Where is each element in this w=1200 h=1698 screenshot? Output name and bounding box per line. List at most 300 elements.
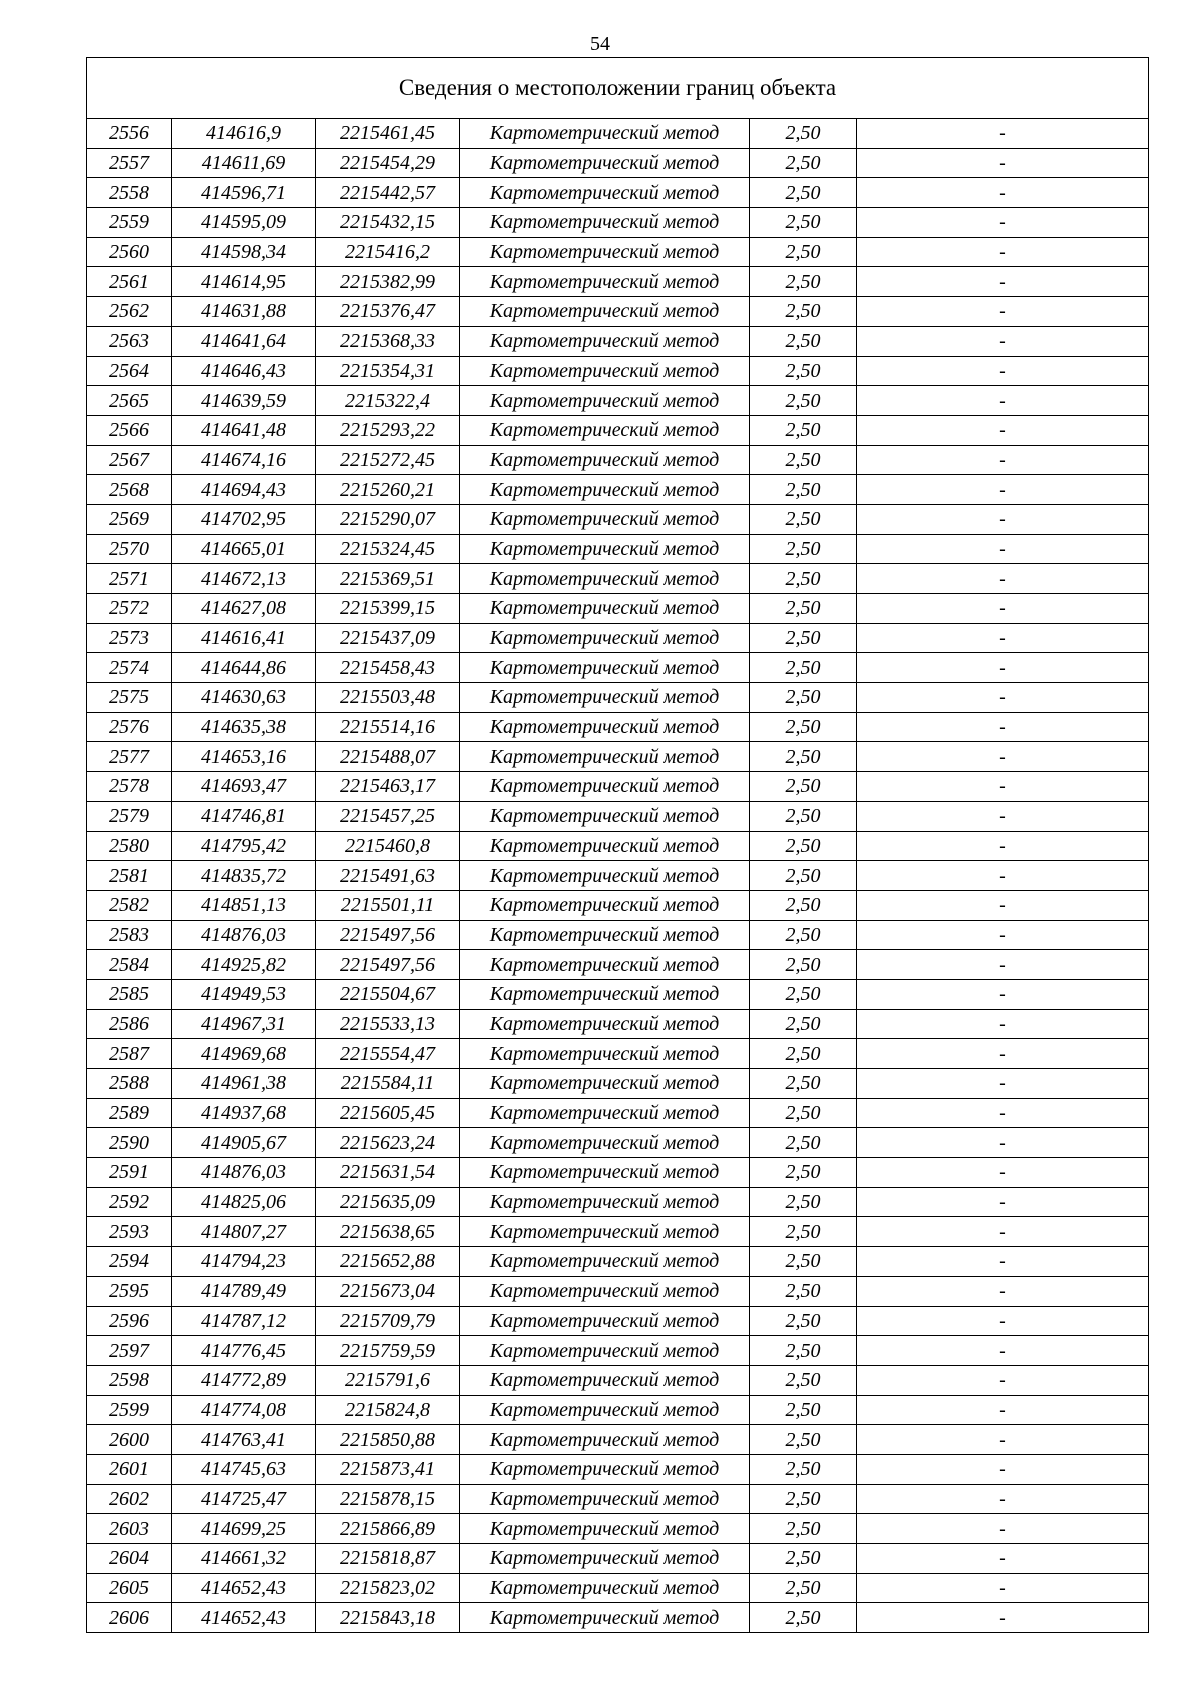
table-row xyxy=(87,1306,1149,1336)
cell-coord-y: 2215369,51 xyxy=(316,564,460,594)
cell-description: - xyxy=(857,683,1149,713)
cell-point-number: 2592 xyxy=(87,1187,172,1217)
table-row xyxy=(87,831,1149,861)
cell-coord-y: 2215623,24 xyxy=(316,1128,460,1158)
cell-coord-y: 2215497,56 xyxy=(316,950,460,980)
cell-method: Картометрический метод xyxy=(460,1098,750,1128)
table-row xyxy=(87,356,1149,386)
cell-coord-x: 414961,38 xyxy=(172,1069,316,1099)
table-row xyxy=(87,1365,1149,1395)
cell-method: Картометрический метод xyxy=(460,1603,750,1633)
cell-method: Картометрический метод xyxy=(460,178,750,208)
cell-method: Картометрический метод xyxy=(460,950,750,980)
cell-method: Картометрический метод xyxy=(460,1454,750,1484)
cell-method: Картометрический метод xyxy=(460,831,750,861)
cell-coord-y: 2215272,45 xyxy=(316,445,460,475)
cell-accuracy: 2,50 xyxy=(750,890,857,920)
table-row xyxy=(87,1336,1149,1366)
cell-coord-x: 414787,12 xyxy=(172,1306,316,1336)
table-row xyxy=(87,1158,1149,1188)
cell-point-number: 2596 xyxy=(87,1306,172,1336)
table-row xyxy=(87,504,1149,534)
table-row xyxy=(87,119,1149,149)
cell-accuracy: 2,50 xyxy=(750,1336,857,1366)
cell-coord-y: 2215290,07 xyxy=(316,504,460,534)
cell-coord-y: 2215416,2 xyxy=(316,237,460,267)
cell-method: Картометрический метод xyxy=(460,653,750,683)
cell-coord-x: 414652,43 xyxy=(172,1603,316,1633)
cell-coord-x: 414661,32 xyxy=(172,1544,316,1574)
cell-point-number: 2598 xyxy=(87,1365,172,1395)
cell-coord-y: 2215873,41 xyxy=(316,1454,460,1484)
table-row xyxy=(87,178,1149,208)
cell-accuracy: 2,50 xyxy=(750,1098,857,1128)
cell-description: - xyxy=(857,1039,1149,1069)
cell-point-number: 2597 xyxy=(87,1336,172,1366)
cell-coord-y: 2215638,65 xyxy=(316,1217,460,1247)
table-row xyxy=(87,1098,1149,1128)
cell-coord-y: 2215514,16 xyxy=(316,712,460,742)
cell-method: Картометрический метод xyxy=(460,712,750,742)
cell-coord-x: 414631,88 xyxy=(172,297,316,327)
cell-method: Картометрический метод xyxy=(460,148,750,178)
cell-accuracy: 2,50 xyxy=(750,267,857,297)
cell-coord-x: 414596,71 xyxy=(172,178,316,208)
cell-point-number: 2595 xyxy=(87,1276,172,1306)
cell-description: - xyxy=(857,1128,1149,1158)
cell-coord-y: 2215399,15 xyxy=(316,594,460,624)
table-title-row xyxy=(87,58,1149,119)
cell-point-number: 2569 xyxy=(87,504,172,534)
cell-coord-x: 414967,31 xyxy=(172,1009,316,1039)
cell-coord-x: 414776,45 xyxy=(172,1336,316,1366)
cell-accuracy: 2,50 xyxy=(750,534,857,564)
cell-coord-x: 414795,42 xyxy=(172,831,316,861)
cell-coord-x: 414702,95 xyxy=(172,504,316,534)
cell-accuracy: 2,50 xyxy=(750,801,857,831)
table-row xyxy=(87,683,1149,713)
cell-method: Картометрический метод xyxy=(460,297,750,327)
cell-coord-y: 2215442,57 xyxy=(316,178,460,208)
cell-method: Картометрический метод xyxy=(460,1365,750,1395)
table-row xyxy=(87,534,1149,564)
cell-description: - xyxy=(857,237,1149,267)
cell-description: - xyxy=(857,1069,1149,1099)
cell-point-number: 2581 xyxy=(87,861,172,891)
cell-coord-x: 414630,63 xyxy=(172,683,316,713)
cell-accuracy: 2,50 xyxy=(750,475,857,505)
cell-coord-y: 2215631,54 xyxy=(316,1158,460,1188)
cell-method: Картометрический метод xyxy=(460,861,750,891)
cell-accuracy: 2,50 xyxy=(750,623,857,653)
cell-method: Картометрический метод xyxy=(460,356,750,386)
table-row xyxy=(87,237,1149,267)
cell-description: - xyxy=(857,1336,1149,1366)
cell-coord-y: 2215322,4 xyxy=(316,386,460,416)
cell-accuracy: 2,50 xyxy=(750,594,857,624)
cell-point-number: 2577 xyxy=(87,742,172,772)
cell-description: - xyxy=(857,979,1149,1009)
cell-coord-x: 414665,01 xyxy=(172,534,316,564)
cell-method: Картометрический метод xyxy=(460,979,750,1009)
table-row xyxy=(87,208,1149,238)
cell-method: Картометрический метод xyxy=(460,1336,750,1366)
cell-point-number: 2602 xyxy=(87,1484,172,1514)
cell-description: - xyxy=(857,1276,1149,1306)
table-row xyxy=(87,1217,1149,1247)
cell-method: Картометрический метод xyxy=(460,1395,750,1425)
cell-coord-x: 414627,08 xyxy=(172,594,316,624)
table-row xyxy=(87,920,1149,950)
cell-method: Картометрический метод xyxy=(460,742,750,772)
cell-method: Картометрический метод xyxy=(460,1069,750,1099)
boundary-coordinates-table xyxy=(86,57,1149,1633)
cell-coord-y: 2215503,48 xyxy=(316,683,460,713)
table-row xyxy=(87,1276,1149,1306)
cell-method: Картометрический метод xyxy=(460,1217,750,1247)
cell-coord-y: 2215260,21 xyxy=(316,475,460,505)
cell-method: Картометрический метод xyxy=(460,504,750,534)
cell-accuracy: 2,50 xyxy=(750,356,857,386)
cell-coord-x: 414641,48 xyxy=(172,415,316,445)
cell-method: Картометрический метод xyxy=(460,890,750,920)
cell-method: Картометрический метод xyxy=(460,475,750,505)
cell-method: Картометрический метод xyxy=(460,594,750,624)
cell-accuracy: 2,50 xyxy=(750,1365,857,1395)
cell-description: - xyxy=(857,1573,1149,1603)
cell-point-number: 2574 xyxy=(87,653,172,683)
cell-point-number: 2606 xyxy=(87,1603,172,1633)
table-row xyxy=(87,950,1149,980)
cell-coord-y: 2215554,47 xyxy=(316,1039,460,1069)
cell-point-number: 2562 xyxy=(87,297,172,327)
cell-coord-y: 2215635,09 xyxy=(316,1187,460,1217)
cell-accuracy: 2,50 xyxy=(750,415,857,445)
cell-method: Картометрический метод xyxy=(460,1247,750,1277)
cell-description: - xyxy=(857,504,1149,534)
cell-method: Картометрический метод xyxy=(460,1484,750,1514)
cell-description: - xyxy=(857,831,1149,861)
cell-coord-x: 414937,68 xyxy=(172,1098,316,1128)
cell-description: - xyxy=(857,534,1149,564)
cell-description: - xyxy=(857,119,1149,149)
cell-accuracy: 2,50 xyxy=(750,1187,857,1217)
table-row xyxy=(87,653,1149,683)
cell-coord-y: 2215382,99 xyxy=(316,267,460,297)
cell-accuracy: 2,50 xyxy=(750,1276,857,1306)
cell-coord-y: 2215850,88 xyxy=(316,1425,460,1455)
cell-description: - xyxy=(857,1425,1149,1455)
cell-description: - xyxy=(857,1484,1149,1514)
table-row xyxy=(87,594,1149,624)
cell-method: Картометрический метод xyxy=(460,1276,750,1306)
cell-point-number: 2605 xyxy=(87,1573,172,1603)
cell-method: Картометрический метод xyxy=(460,208,750,238)
cell-coord-y: 2215584,11 xyxy=(316,1069,460,1099)
cell-coord-x: 414635,38 xyxy=(172,712,316,742)
cell-accuracy: 2,50 xyxy=(750,1425,857,1455)
cell-description: - xyxy=(857,1306,1149,1336)
cell-coord-x: 414641,64 xyxy=(172,326,316,356)
cell-point-number: 2601 xyxy=(87,1454,172,1484)
cell-description: - xyxy=(857,623,1149,653)
cell-description: - xyxy=(857,772,1149,802)
cell-point-number: 2589 xyxy=(87,1098,172,1128)
cell-coord-x: 414674,16 xyxy=(172,445,316,475)
cell-coord-x: 414653,16 xyxy=(172,742,316,772)
cell-coord-x: 414825,06 xyxy=(172,1187,316,1217)
cell-accuracy: 2,50 xyxy=(750,1247,857,1277)
cell-point-number: 2587 xyxy=(87,1039,172,1069)
cell-description: - xyxy=(857,1247,1149,1277)
cell-method: Картометрический метод xyxy=(460,1306,750,1336)
table-row xyxy=(87,1603,1149,1633)
cell-description: - xyxy=(857,564,1149,594)
cell-coord-x: 414949,53 xyxy=(172,979,316,1009)
cell-accuracy: 2,50 xyxy=(750,920,857,950)
cell-coord-y: 2215354,31 xyxy=(316,356,460,386)
cell-coord-y: 2215605,45 xyxy=(316,1098,460,1128)
cell-method: Картометрический метод xyxy=(460,1039,750,1069)
cell-point-number: 2571 xyxy=(87,564,172,594)
cell-accuracy: 2,50 xyxy=(750,237,857,267)
cell-accuracy: 2,50 xyxy=(750,653,857,683)
cell-accuracy: 2,50 xyxy=(750,1069,857,1099)
cell-description: - xyxy=(857,1603,1149,1633)
cell-description: - xyxy=(857,920,1149,950)
cell-point-number: 2573 xyxy=(87,623,172,653)
cell-description: - xyxy=(857,297,1149,327)
table-row xyxy=(87,386,1149,416)
cell-coord-x: 414763,41 xyxy=(172,1425,316,1455)
cell-method: Картометрический метод xyxy=(460,1544,750,1574)
table-row xyxy=(87,1187,1149,1217)
table-row xyxy=(87,267,1149,297)
cell-coord-x: 414616,41 xyxy=(172,623,316,653)
cell-description: - xyxy=(857,890,1149,920)
cell-coord-x: 414725,47 xyxy=(172,1484,316,1514)
cell-coord-x: 414644,86 xyxy=(172,653,316,683)
cell-coord-y: 2215878,15 xyxy=(316,1484,460,1514)
cell-accuracy: 2,50 xyxy=(750,564,857,594)
cell-coord-x: 414772,89 xyxy=(172,1365,316,1395)
cell-accuracy: 2,50 xyxy=(750,742,857,772)
cell-description: - xyxy=(857,356,1149,386)
cell-accuracy: 2,50 xyxy=(750,1039,857,1069)
cell-description: - xyxy=(857,1158,1149,1188)
cell-coord-x: 414652,43 xyxy=(172,1573,316,1603)
table-row xyxy=(87,445,1149,475)
cell-coord-x: 414794,23 xyxy=(172,1247,316,1277)
cell-description: - xyxy=(857,178,1149,208)
cell-point-number: 2604 xyxy=(87,1544,172,1574)
cell-coord-y: 2215818,87 xyxy=(316,1544,460,1574)
cell-description: - xyxy=(857,1009,1149,1039)
cell-coord-y: 2215759,59 xyxy=(316,1336,460,1366)
cell-method: Картометрический метод xyxy=(460,267,750,297)
table-row xyxy=(87,861,1149,891)
cell-coord-x: 414835,72 xyxy=(172,861,316,891)
cell-point-number: 2559 xyxy=(87,208,172,238)
cell-description: - xyxy=(857,653,1149,683)
table-row xyxy=(87,1514,1149,1544)
table-row xyxy=(87,1039,1149,1069)
cell-coord-x: 414789,49 xyxy=(172,1276,316,1306)
cell-point-number: 2588 xyxy=(87,1069,172,1099)
cell-coord-x: 414639,59 xyxy=(172,386,316,416)
cell-coord-x: 414807,27 xyxy=(172,1217,316,1247)
cell-point-number: 2558 xyxy=(87,178,172,208)
cell-method: Картометрический метод xyxy=(460,920,750,950)
cell-point-number: 2576 xyxy=(87,712,172,742)
cell-coord-x: 414876,03 xyxy=(172,920,316,950)
cell-point-number: 2590 xyxy=(87,1128,172,1158)
cell-coord-y: 2215437,09 xyxy=(316,623,460,653)
cell-point-number: 2561 xyxy=(87,267,172,297)
table-row xyxy=(87,742,1149,772)
cell-method: Картометрический метод xyxy=(460,1514,750,1544)
cell-method: Картометрический метод xyxy=(460,1573,750,1603)
cell-coord-y: 2215824,8 xyxy=(316,1395,460,1425)
cell-point-number: 2570 xyxy=(87,534,172,564)
cell-method: Картометрический метод xyxy=(460,1187,750,1217)
cell-description: - xyxy=(857,712,1149,742)
cell-description: - xyxy=(857,1365,1149,1395)
cell-accuracy: 2,50 xyxy=(750,683,857,713)
table-row xyxy=(87,475,1149,505)
cell-description: - xyxy=(857,861,1149,891)
cell-accuracy: 2,50 xyxy=(750,1544,857,1574)
cell-method: Картометрический метод xyxy=(460,237,750,267)
cell-point-number: 2584 xyxy=(87,950,172,980)
cell-accuracy: 2,50 xyxy=(750,831,857,861)
cell-coord-x: 414598,34 xyxy=(172,237,316,267)
table-row xyxy=(87,1544,1149,1574)
cell-coord-y: 2215293,22 xyxy=(316,415,460,445)
table-row xyxy=(87,1009,1149,1039)
cell-coord-y: 2215823,02 xyxy=(316,1573,460,1603)
cell-point-number: 2568 xyxy=(87,475,172,505)
table-row xyxy=(87,712,1149,742)
cell-coord-y: 2215368,33 xyxy=(316,326,460,356)
cell-coord-x: 414616,9 xyxy=(172,119,316,149)
cell-point-number: 2563 xyxy=(87,326,172,356)
cell-method: Картометрический метод xyxy=(460,119,750,149)
cell-description: - xyxy=(857,1098,1149,1128)
cell-description: - xyxy=(857,267,1149,297)
cell-description: - xyxy=(857,445,1149,475)
table-row xyxy=(87,1425,1149,1455)
cell-description: - xyxy=(857,326,1149,356)
cell-point-number: 2578 xyxy=(87,772,172,802)
table-row xyxy=(87,148,1149,178)
cell-coord-y: 2215843,18 xyxy=(316,1603,460,1633)
table-body xyxy=(87,119,1149,1633)
table-row xyxy=(87,1395,1149,1425)
cell-point-number: 2599 xyxy=(87,1395,172,1425)
cell-coord-x: 414969,68 xyxy=(172,1039,316,1069)
cell-coord-x: 414614,95 xyxy=(172,267,316,297)
cell-description: - xyxy=(857,1187,1149,1217)
cell-description: - xyxy=(857,1544,1149,1574)
cell-coord-y: 2215458,43 xyxy=(316,653,460,683)
cell-description: - xyxy=(857,950,1149,980)
cell-method: Картометрический метод xyxy=(460,445,750,475)
cell-coord-y: 2215709,79 xyxy=(316,1306,460,1336)
cell-accuracy: 2,50 xyxy=(750,1514,857,1544)
cell-coord-x: 414672,13 xyxy=(172,564,316,594)
cell-point-number: 2565 xyxy=(87,386,172,416)
cell-coord-y: 2215488,07 xyxy=(316,742,460,772)
cell-description: - xyxy=(857,208,1149,238)
cell-point-number: 2593 xyxy=(87,1217,172,1247)
cell-method: Картометрический метод xyxy=(460,534,750,564)
cell-coord-y: 2215791,6 xyxy=(316,1365,460,1395)
cell-accuracy: 2,50 xyxy=(750,445,857,475)
cell-accuracy: 2,50 xyxy=(750,1454,857,1484)
cell-accuracy: 2,50 xyxy=(750,119,857,149)
cell-point-number: 2567 xyxy=(87,445,172,475)
cell-coord-x: 414611,69 xyxy=(172,148,316,178)
cell-coord-y: 2215460,8 xyxy=(316,831,460,861)
cell-accuracy: 2,50 xyxy=(750,1306,857,1336)
cell-point-number: 2603 xyxy=(87,1514,172,1544)
cell-coord-y: 2215376,47 xyxy=(316,297,460,327)
cell-coord-y: 2215457,25 xyxy=(316,801,460,831)
cell-accuracy: 2,50 xyxy=(750,1484,857,1514)
cell-point-number: 2557 xyxy=(87,148,172,178)
cell-coord-x: 414774,08 xyxy=(172,1395,316,1425)
cell-accuracy: 2,50 xyxy=(750,326,857,356)
table-row xyxy=(87,1454,1149,1484)
cell-accuracy: 2,50 xyxy=(750,148,857,178)
cell-coord-x: 414851,13 xyxy=(172,890,316,920)
cell-point-number: 2572 xyxy=(87,594,172,624)
cell-point-number: 2556 xyxy=(87,119,172,149)
cell-accuracy: 2,50 xyxy=(750,1158,857,1188)
table-row xyxy=(87,890,1149,920)
cell-point-number: 2586 xyxy=(87,1009,172,1039)
cell-method: Картометрический метод xyxy=(460,326,750,356)
table-row xyxy=(87,326,1149,356)
cell-coord-x: 414699,25 xyxy=(172,1514,316,1544)
table-row xyxy=(87,1573,1149,1603)
cell-accuracy: 2,50 xyxy=(750,1009,857,1039)
cell-accuracy: 2,50 xyxy=(750,297,857,327)
cell-method: Картометрический метод xyxy=(460,623,750,653)
cell-description: - xyxy=(857,801,1149,831)
cell-point-number: 2580 xyxy=(87,831,172,861)
table-row xyxy=(87,801,1149,831)
cell-description: - xyxy=(857,1395,1149,1425)
cell-accuracy: 2,50 xyxy=(750,208,857,238)
table-row xyxy=(87,1069,1149,1099)
cell-point-number: 2579 xyxy=(87,801,172,831)
cell-method: Картометрический метод xyxy=(460,1128,750,1158)
table-row xyxy=(87,1247,1149,1277)
cell-accuracy: 2,50 xyxy=(750,1603,857,1633)
cell-description: - xyxy=(857,742,1149,772)
cell-description: - xyxy=(857,1454,1149,1484)
cell-coord-y: 2215461,45 xyxy=(316,119,460,149)
cell-point-number: 2583 xyxy=(87,920,172,950)
cell-point-number: 2575 xyxy=(87,683,172,713)
cell-coord-y: 2215673,04 xyxy=(316,1276,460,1306)
cell-method: Картометрический метод xyxy=(460,683,750,713)
cell-coord-x: 414745,63 xyxy=(172,1454,316,1484)
cell-coord-y: 2215497,56 xyxy=(316,920,460,950)
table-row xyxy=(87,979,1149,1009)
